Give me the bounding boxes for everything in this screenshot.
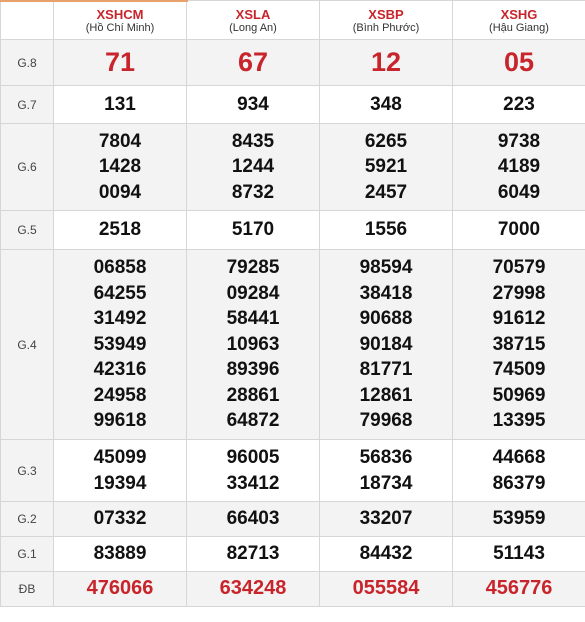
prize-number: 934 xyxy=(237,93,269,115)
prize-number: 38715 xyxy=(492,333,546,355)
prize-number: 90688 xyxy=(359,308,413,330)
prize-cell xyxy=(320,211,453,250)
prize-cell xyxy=(54,40,187,86)
prize-number: 71 xyxy=(104,46,136,77)
prize-number: 2518 xyxy=(98,219,142,241)
prize-number: 45099 xyxy=(93,447,147,468)
prize-number: 58441 xyxy=(226,308,280,330)
prize-number: 5921 xyxy=(364,156,408,178)
prize-cell xyxy=(54,537,187,572)
prize-number: 84432 xyxy=(359,543,413,565)
prize-cell xyxy=(453,250,585,440)
prize-number: 19394 xyxy=(93,472,147,494)
prize-number: 86379 xyxy=(492,472,546,494)
prize-cell xyxy=(453,572,585,607)
prize-row-db xyxy=(1,572,585,607)
prize-number: 1556 xyxy=(364,219,408,241)
prize-row-g5 xyxy=(1,211,585,250)
prize-number: 33207 xyxy=(359,508,413,530)
prize-cell xyxy=(187,124,320,211)
prize-label: ĐB xyxy=(1,572,54,607)
prize-rows xyxy=(1,40,585,607)
province-code[interactable]: XSBP xyxy=(368,7,404,22)
prize-number: 98594 xyxy=(359,257,413,279)
prize-number: 348 xyxy=(370,93,402,115)
prize-cell xyxy=(453,211,585,250)
prize-cell xyxy=(54,572,187,607)
prize-cell xyxy=(187,40,320,86)
prize-number: 33412 xyxy=(226,472,280,494)
prize-number: 8435 xyxy=(231,130,275,152)
prize-label: G.1 xyxy=(1,537,54,572)
header-province-bp[interactable] xyxy=(320,1,453,40)
province-name: (Hồ Chí Minh) xyxy=(85,22,155,34)
header-corner xyxy=(1,1,54,40)
prize-number: 27998 xyxy=(492,282,546,304)
prize-number: 96005 xyxy=(226,447,280,468)
prize-number: 64872 xyxy=(226,410,280,432)
prize-row-g1 xyxy=(1,537,585,572)
prize-label: G.8 xyxy=(1,40,54,86)
prize-number: 50969 xyxy=(492,384,546,406)
prize-number: 51143 xyxy=(493,543,545,565)
prize-number: 31492 xyxy=(93,308,147,330)
prize-cell xyxy=(453,124,585,211)
prize-label: G.4 xyxy=(1,250,54,440)
prize-cell xyxy=(453,502,585,537)
prize-label: G.6 xyxy=(1,124,54,211)
prize-cell xyxy=(320,250,453,440)
prize-label: G.3 xyxy=(1,440,54,502)
prize-number: 634248 xyxy=(219,577,287,600)
prize-row-g3 xyxy=(1,440,585,502)
prize-number: 12861 xyxy=(359,384,413,406)
prize-number: 99618 xyxy=(93,410,147,432)
prize-number: 28861 xyxy=(226,384,280,406)
prize-number: 06858 xyxy=(93,257,147,279)
prize-row-g4 xyxy=(1,250,585,440)
active-tab-indicator xyxy=(0,0,188,2)
prize-row-g8 xyxy=(1,40,585,86)
header-province-hcm[interactable] xyxy=(54,1,187,40)
prize-number: 9738 xyxy=(497,130,541,152)
prize-number: 18734 xyxy=(359,472,413,494)
province-name: (Bình Phước) xyxy=(352,22,420,34)
province-code[interactable]: XSLA xyxy=(235,7,271,22)
prize-cell xyxy=(453,40,585,86)
prize-label: G.5 xyxy=(1,211,54,250)
prize-number: 10963 xyxy=(226,333,280,355)
province-name: (Long An) xyxy=(229,22,277,34)
province-code[interactable]: XSHCM xyxy=(96,7,144,22)
prize-number: 53949 xyxy=(93,333,147,355)
header-province-la[interactable] xyxy=(187,1,320,40)
prize-cell xyxy=(187,440,320,502)
prize-number: 79285 xyxy=(226,257,280,279)
prize-cell xyxy=(54,86,187,124)
prize-number: 74509 xyxy=(492,359,546,381)
prize-number: 81771 xyxy=(359,359,413,381)
prize-cell xyxy=(187,502,320,537)
prize-number: 82713 xyxy=(226,543,280,565)
prize-number: 89396 xyxy=(226,359,280,381)
prize-label: G.2 xyxy=(1,502,54,537)
prize-number: 09284 xyxy=(226,282,280,304)
prize-cell xyxy=(320,124,453,211)
prize-number: 53959 xyxy=(492,508,546,530)
prize-number: 07332 xyxy=(93,508,147,530)
prize-label: G.7 xyxy=(1,86,54,124)
province-name: (Hậu Giang) xyxy=(489,22,549,34)
prize-cell xyxy=(54,211,187,250)
prize-cell xyxy=(54,440,187,502)
prize-number: 6049 xyxy=(497,181,541,203)
prize-cell xyxy=(54,502,187,537)
prize-number: 05 xyxy=(503,46,535,77)
prize-cell xyxy=(187,537,320,572)
prize-number: 64255 xyxy=(93,282,147,304)
prize-number: 5170 xyxy=(231,219,275,241)
prize-cell xyxy=(54,250,187,440)
prize-number: 456776 xyxy=(485,577,553,600)
prize-cell xyxy=(187,86,320,124)
prize-number: 66403 xyxy=(226,508,280,530)
prize-number: 055584 xyxy=(352,577,420,600)
prize-number: 7000 xyxy=(497,219,541,241)
prize-cell xyxy=(453,440,585,502)
prize-cell xyxy=(320,502,453,537)
prize-cell xyxy=(320,440,453,502)
prize-number: 56836 xyxy=(359,447,413,468)
prize-number: 70579 xyxy=(492,257,546,279)
prize-number: 7804 xyxy=(98,130,142,152)
province-code[interactable]: XSHG xyxy=(500,7,538,22)
prize-number: 476066 xyxy=(86,577,154,600)
prize-number: 8732 xyxy=(231,181,275,203)
prize-number: 13395 xyxy=(492,410,546,432)
prize-number: 44668 xyxy=(492,447,546,468)
prize-number: 4189 xyxy=(497,156,541,178)
prize-number: 12 xyxy=(370,46,402,77)
prize-row-g2 xyxy=(1,502,585,537)
prize-number: 79968 xyxy=(359,410,413,432)
prize-number: 6265 xyxy=(364,130,408,152)
prize-row-g7 xyxy=(1,86,585,124)
prize-number: 0094 xyxy=(98,181,142,203)
prize-number: 1428 xyxy=(98,156,142,178)
prize-row-g6 xyxy=(1,124,585,211)
prize-number: 2457 xyxy=(364,181,408,203)
prize-cell xyxy=(453,86,585,124)
prize-number: 91612 xyxy=(492,308,546,330)
prize-number: 223 xyxy=(503,93,535,115)
prize-cell xyxy=(187,572,320,607)
header-row xyxy=(1,1,585,40)
prize-number: 67 xyxy=(237,46,269,77)
prize-cell xyxy=(187,250,320,440)
prize-cell xyxy=(320,537,453,572)
prize-cell xyxy=(54,124,187,211)
prize-number: 131 xyxy=(104,93,136,115)
prize-number: 42316 xyxy=(93,359,147,381)
prize-number: 38418 xyxy=(359,282,413,304)
prize-number: 24958 xyxy=(93,384,147,406)
prize-cell xyxy=(320,40,453,86)
prize-number: 1244 xyxy=(231,156,275,178)
prize-number: 83889 xyxy=(93,543,147,565)
prize-cell xyxy=(320,572,453,607)
prize-cell xyxy=(453,537,585,572)
prize-cell xyxy=(320,86,453,124)
prize-number: 90184 xyxy=(359,333,413,355)
header-province-hg[interactable] xyxy=(453,1,585,40)
prize-cell xyxy=(187,211,320,250)
